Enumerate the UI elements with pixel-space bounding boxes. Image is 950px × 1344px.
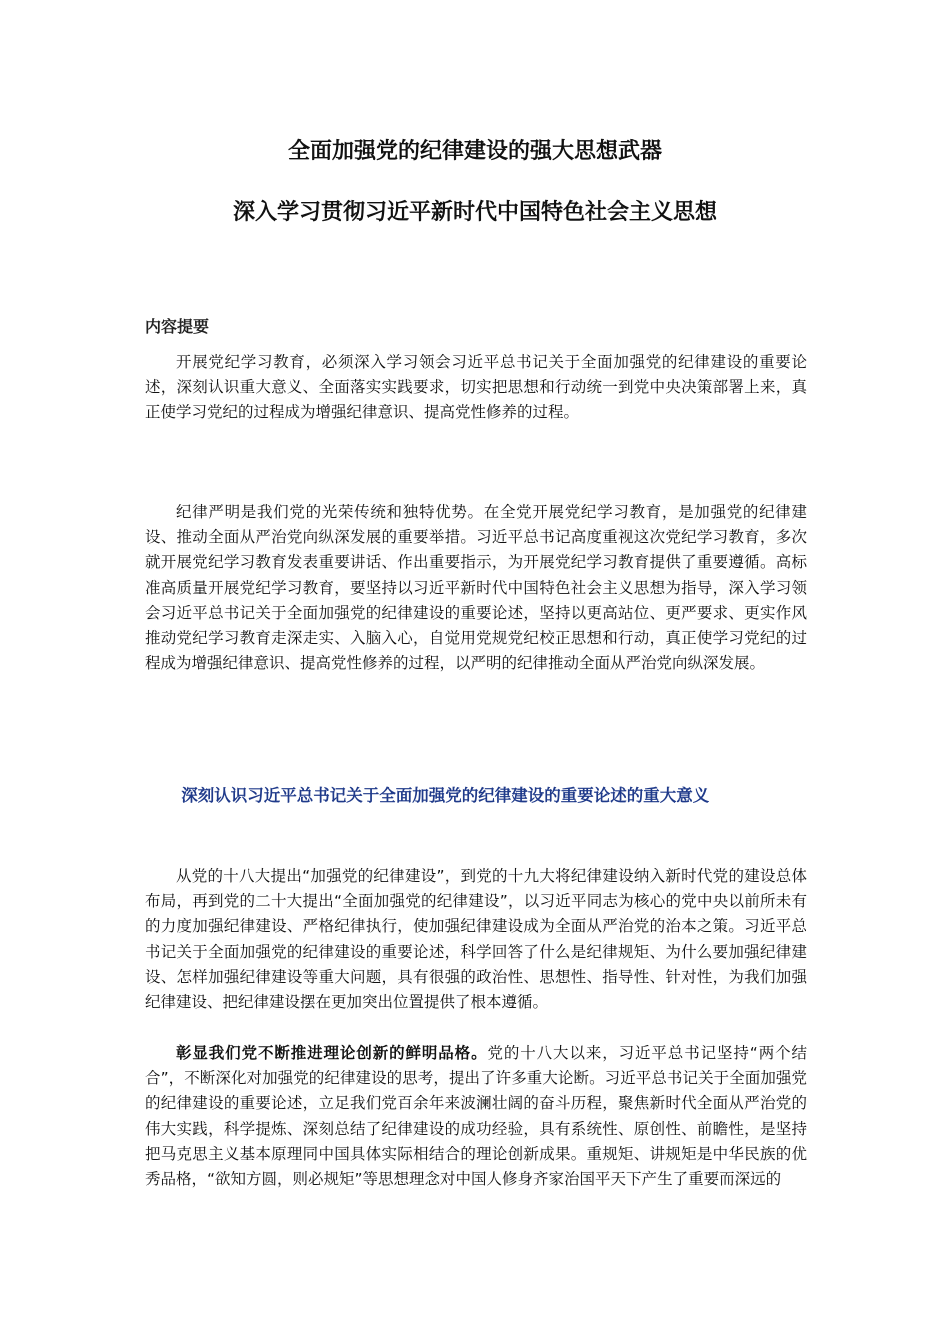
abstract-paragraph: 开展党纪学习教育，必须深入学习领会习近平总书记关于全面加强党的纪律建设的重要论述，深刻认识重大意义、全面落实实践要求，切实把思想和行动统一到党中央决策部署上来，真正使学习党纪的过程成为增强纪律意识、提高党性修养的过程。	[145, 353, 807, 422]
document-title: 全面加强党的纪律建设的强大思想武器	[287, 139, 662, 164]
intro-paragraph: 纪律严明是我们党的光荣传统和独特优势。在全党开展党纪学习教育，是加强党的纪律建设、推动全面从严治党向纵深发展的重要举措。习近平总书记高度重视这次党纪学习教育，多次就开展党纪学习教育发表重要讲话、作出重要指示，为开展党纪学习教育提供了重要遵循。高标准高质量开展党纪学习教育，要坚持以习近平新时代中国特色社会主义思想为指导，深入学习领会习近平总书记关于全面加强党的纪律建设的重要论述，坚持以更高站位、更严要求、更实作风推动党纪学习教育走深走实、入脑入心，自觉用党规党纪校正思想和行动，真正使学习党纪的过程成为增强纪律意识、提高党性修养的过程，以严明的纪律推动全面从严治党向纵深发展。	[145, 503, 807, 673]
paragraph-lead-sentence: 彰显我们党不断推进理论创新的鲜明品格。	[176, 1044, 488, 1062]
abstract-heading: 内容提要	[145, 317, 210, 336]
paragraph-body-text: 党的十八大以来，习近平总书记坚持“两个结合”，不断深化对加强党的纪律建设的思考，提出了许多重大论断。习近平总书记关于全面加强党的纪律建设的重要论述，立足我们党百余年来波澜壮阔的奋斗历程，聚焦新时代全面从严治党的伟大实践，科学提炼、深刻总结了纪律建设的成功经验，具有系统性、原创性、前瞻性，是坚持把马克思主义基本原理同中国具体实际相结合的理论创新成果。重规矩、讲规矩是中华民族的优秀品格，“欲知方圆，则必规矩”等思想理念对中国人修身齐家治国平天下产生了重要而深远的	[145, 1044, 807, 1189]
section-heading: 深刻认识习近平总书记关于全面加强党的纪律建设的重要论述的重大意义	[181, 786, 710, 805]
section-paragraph: 从党的十八大提出“加强党的纪律建设”，到党的十九大将纪律建设纳入新时代党的建设总体布局，再到党的二十大提出“全面加强党的纪律建设”，以习近平同志为核心的党中央以前所未有的力度加强纪律建设、严格纪律执行，使加强纪律建设成为全面从严治党的治本之策。习近平总书记关于全面加强党的纪律建设的重要论述，科学回答了什么是纪律规矩、为什么要加强纪律建设、怎样加强纪律建设等重大问题，具有很强的政治性、思想性、指导性、针对性，为我们加强纪律建设、把纪律建设摆在更加突出位置提供了根本遵循。	[145, 867, 807, 1012]
document-subtitle: 深入学习贯彻习近平新时代中国特色社会主义思想	[232, 200, 717, 225]
section-paragraph-2	[145, 1041, 807, 1192]
